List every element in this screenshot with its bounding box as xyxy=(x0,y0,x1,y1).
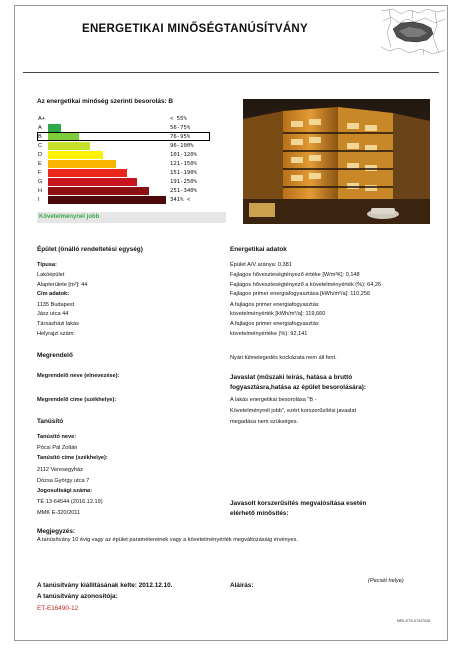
requirement-bar xyxy=(37,212,226,223)
rating-heading: Az energetikai minőség szerinti besorolás: B xyxy=(37,98,174,105)
energy-heading: Energetikai adatok xyxy=(230,246,287,253)
issue-date: A tanúsítvány kiállításának kelte: 2012.12.10. xyxy=(37,582,173,589)
primary-requirement-1: A fajlagos primer energiafogyasztás xyxy=(230,302,319,308)
scale-row xyxy=(38,169,213,177)
certifier-name-value: Pócsi Pál Zoltán xyxy=(37,445,78,451)
scale-letter: E xyxy=(38,161,42,167)
scale-letter: C xyxy=(38,143,43,149)
scale-letter: A+ xyxy=(38,116,45,122)
building-area: Alapterülete [m²]: 44 xyxy=(37,282,88,288)
implementation-label-1: Javasolt korszerűsítés megvalósítása esetén xyxy=(230,500,367,507)
certificate-page xyxy=(14,5,448,641)
primary-percent-2: követelményértéke (%): 92,141 xyxy=(230,331,308,337)
suggestion-heading-2: fogyasztásra,hatása az épület besorolására): xyxy=(230,384,367,391)
address-label: Cím adatok: xyxy=(37,291,70,297)
cert-id-label: A tanúsítvány azonosítója: xyxy=(37,593,118,600)
building-type-value: Lakóépület xyxy=(37,272,65,278)
note-text: A tanúsítvány 10 évig vagy az épület paramétereinek vagy a követelményérték megváltozásáig érvényes. xyxy=(37,537,298,543)
av-ratio: Épület A/V aránya: 0,381 xyxy=(230,262,292,268)
signature-label: Aláírás: xyxy=(230,582,254,589)
scale-range: 101-120% xyxy=(170,152,197,158)
hungary-map-logo xyxy=(379,7,447,57)
primary-percent-1: A fajlagos primer energiafogyasztás xyxy=(230,321,319,327)
scale-bar xyxy=(48,160,116,168)
client-name-label: Megrendelő neve (elnevezése): xyxy=(37,373,120,379)
scale-range: < 55% xyxy=(170,116,187,122)
lot-number: Helyrajzi szám: xyxy=(37,331,75,337)
scale-row xyxy=(38,151,213,159)
scale-letter: A xyxy=(38,125,42,131)
certifier-address-label: Tanúsító címe (székhelye): xyxy=(37,455,108,461)
certifier-heading: Tanúsító xyxy=(37,418,64,425)
building-type-label: Típusa: xyxy=(37,262,57,268)
current-rating-box xyxy=(37,132,210,141)
scale-bar xyxy=(48,196,166,204)
scale-row xyxy=(38,187,213,195)
scale-letter: G xyxy=(38,179,43,185)
scale-row xyxy=(38,196,213,204)
primary-requirement-2: követelményérték [kWh/m²/a]: 119,660 xyxy=(230,311,326,317)
scale-letter: F xyxy=(38,170,42,176)
suggestion-body-2: Követelménynél jobb", ezért korszerűsítési javaslat xyxy=(230,408,357,414)
scale-row xyxy=(38,160,213,168)
scale-row xyxy=(38,178,213,186)
address-line-2: Jász utca 44 xyxy=(37,311,69,317)
scale-range: 251-340% xyxy=(170,188,197,194)
scale-range: 341% < xyxy=(170,197,191,203)
scale-bar xyxy=(48,151,103,159)
requirement-label: Követelménynél jobb xyxy=(39,214,100,220)
scale-bar xyxy=(48,169,127,177)
license-line-2: MMK E-320/2011 xyxy=(37,510,81,516)
summer-overheating-note: Nyári túlmelegedés kockázata nem áll fent. xyxy=(230,355,337,361)
scale-letter: H xyxy=(38,188,43,194)
client-address-label: Megrendelő címe (székhelye): xyxy=(37,397,117,403)
heat-loss: Fajlagos hőveszteségtényező értéke [W/m²K]: 0,148 xyxy=(230,272,360,278)
scale-bar xyxy=(48,142,90,150)
scale-range: 96-100% xyxy=(170,143,194,149)
address-line-3: Társasházi lakás xyxy=(37,321,79,327)
license-label: Jogosultsági száma: xyxy=(37,488,93,494)
note-label: Megjegyzés: xyxy=(37,528,76,535)
suggestion-body-1: A lakás energetikai besorolása "B - xyxy=(230,397,317,403)
stamp-placeholder: (Pecsét helye) xyxy=(368,578,404,584)
scale-range: 151-190% xyxy=(170,170,197,176)
scale-range: 191-250% xyxy=(170,179,197,185)
certifier-name-label: Tanúsító neve: xyxy=(37,434,77,440)
scale-bar xyxy=(48,187,149,195)
scale-row xyxy=(38,142,213,150)
heat-loss-requirement: Fajlagos hőveszteségtényező a követelményérték (%): 64,26 xyxy=(230,282,382,288)
suggestion-heading-1: Javaslat (műszaki leírás, hatása a bruttó xyxy=(230,374,353,381)
scale-letter: I xyxy=(38,197,40,203)
footer-code: MÉK-ETK-07247028 xyxy=(397,619,431,623)
client-heading: Megrendelő xyxy=(37,352,73,359)
title-divider xyxy=(23,72,439,73)
suggestion-body-3: megadása nem szükséges. xyxy=(230,419,299,425)
primary-energy: Fajlagos primer energiafogyasztása [kWh/m²/a]: 110,256 xyxy=(230,291,371,297)
scale-range: 76-95% xyxy=(170,134,191,140)
scale-bar xyxy=(48,178,137,186)
scale-range: 121-150% xyxy=(170,161,197,167)
implementation-label-2: elérhető minősítés: xyxy=(230,510,289,517)
certifier-address-line-1: 2112 Veresegyház xyxy=(37,467,83,473)
cert-id-value: ET-E16490-12 xyxy=(37,605,79,612)
certifier-address-line-2: Dózsa György utca 7 xyxy=(37,478,90,484)
scale-row xyxy=(38,124,213,132)
scale-range: 56-75% xyxy=(170,125,191,131)
page-title: ENERGETIKAI MINŐSÉGTANÚSÍTVÁNY xyxy=(81,23,309,35)
building-photo xyxy=(243,99,430,224)
scale-row xyxy=(38,115,213,123)
building-heading: Épület (önálló rendeltetési egység) xyxy=(37,246,143,253)
address-line-1: 1135 Budapest xyxy=(37,302,75,308)
license-line-1: TÉ 13-64544 (2016.12.19) xyxy=(37,499,103,505)
scale-letter: B xyxy=(38,134,42,140)
scale-letter: D xyxy=(38,152,43,158)
scale-bar xyxy=(48,124,61,132)
